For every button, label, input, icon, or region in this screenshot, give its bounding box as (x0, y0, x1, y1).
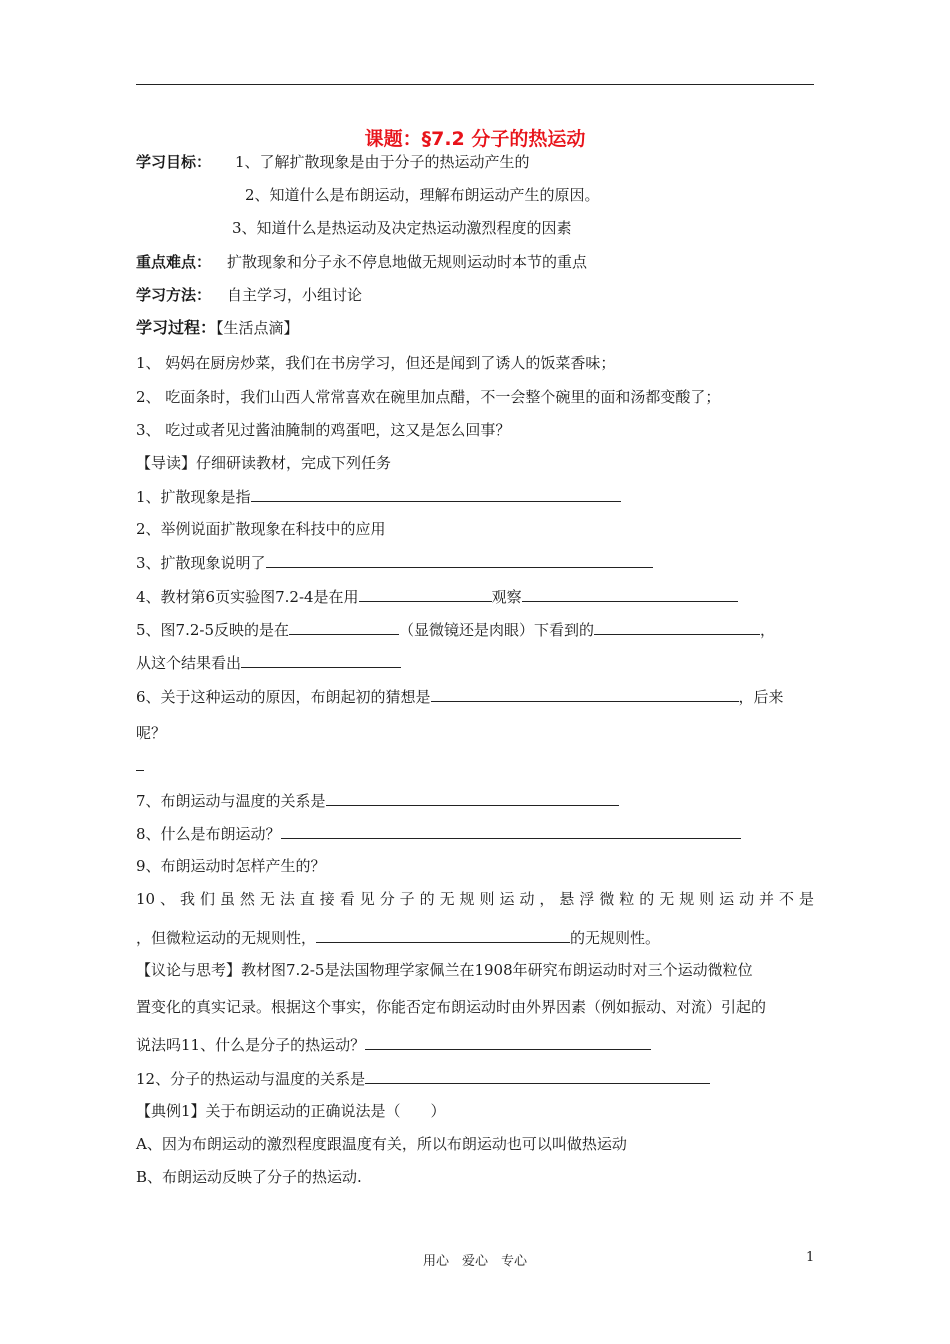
question-text: 3、扩散现象说明了 (136, 554, 266, 572)
header-rule (136, 84, 814, 85)
question-text: 说法吗11、什么是分子的热运动？ (136, 1036, 366, 1054)
goals-line-1 (136, 152, 530, 172)
question-text: 4、教材第6页实验图7.2-4是在用 (136, 588, 359, 606)
life-item: 2、 吃面条时，我们山西人常常喜欢在碗里加点醋，不一会整个碗里的面和汤都变酸了； (136, 388, 721, 406)
answer-blank[interactable] (251, 486, 621, 502)
guide-q10: 10、我们虽然无法直接看见分子的无规则运动，悬浮微粒的无规则运动并不是 (136, 890, 814, 908)
guide-q6-cont: 呢？ (136, 724, 167, 742)
guide-q4 (136, 586, 738, 607)
question-text: ，但微粒运动的无规则性， (136, 929, 317, 947)
guide-heading: 【导读】仔细研读教材，完成下列任务 (136, 454, 392, 472)
answer-blank[interactable] (365, 1068, 710, 1084)
life-item: 3、 吃过或者见过酱油腌制的鸡蛋吧，这又是怎么回事？ (136, 421, 511, 439)
answer-blank[interactable] (594, 619, 760, 635)
guide-q10-cont (136, 927, 660, 948)
question-text: 的无规则性。 (570, 929, 661, 947)
page-title: 课题：§7.2 分子的热运动 (364, 128, 586, 150)
process-tag: 【生活点滴】 (216, 319, 299, 337)
question-text: 观察 (491, 588, 522, 606)
goal-item: 3、知道什么是热运动及决定热运动激烈程度的因素 (232, 219, 572, 237)
footer-slogan: 用心 爱心 专心 (422, 1254, 527, 1269)
method-line (136, 285, 362, 305)
question-text: 6、关于这种运动的原因，布朗起初的猜想是 (136, 688, 431, 706)
question-text: 7、布朗运动与温度的关系是 (136, 792, 326, 810)
answer-blank[interactable] (241, 652, 401, 668)
guide-q5-cont (136, 652, 401, 673)
guide-q7 (136, 790, 619, 811)
example-option-a: A、因为布朗运动的激烈程度跟温度有关，所以布朗运动也可以叫做热运动 (136, 1135, 627, 1153)
guide-q6 (136, 686, 784, 707)
discussion-line-3 (136, 1034, 651, 1055)
process-line (136, 318, 299, 338)
answer-blank[interactable] (326, 790, 619, 806)
life-item: 1、 妈妈在厨房炒菜，我们在书房学习，但还是闻到了诱人的饭菜香味； (136, 354, 616, 372)
answer-blank[interactable] (316, 927, 570, 943)
answer-blank[interactable] (431, 686, 739, 702)
goal-item: 2、知道什么是布朗运动，理解布朗运动产生的原因。 (245, 186, 600, 204)
discussion-q12 (136, 1068, 710, 1089)
answer-blank[interactable] (281, 823, 741, 839)
guide-q3 (136, 552, 653, 573)
answer-blank[interactable] (289, 619, 399, 635)
answer-blank[interactable] (522, 586, 738, 602)
discussion-line-2: 置变化的真实记录。根据这个事实，你能否定布朗运动时由外界因素（例如振动、对流）引起的 (136, 998, 767, 1016)
guide-q8 (136, 823, 741, 844)
question-text: 1、扩散现象是指 (136, 488, 251, 506)
question-text: （显微镜还是肉眼）下看到的 (399, 621, 595, 639)
question-text: ， (760, 621, 776, 639)
method-label: 学习方法： (136, 286, 212, 304)
key-points-text: 扩散现象和分子永不停息地做无规则运动时本节的重点 (227, 253, 588, 271)
page-number: 1 (806, 1250, 815, 1265)
discussion-line-1: 【议论与思考】教材图7.2-5是法国物理学家佩兰在1908年研究布朗运动时对三个运动微粒位 (136, 961, 753, 979)
guide-q2: 2、举例说面扩散现象在科技中的应用 (136, 520, 386, 538)
key-points-label: 重点难点： (136, 253, 212, 271)
goals-label: 学习目标： (136, 153, 212, 171)
key-points-line (136, 252, 587, 272)
answer-blank[interactable] (266, 552, 653, 568)
question-text: 12、分子的热运动与温度的关系是 (136, 1070, 366, 1088)
stray-dash (136, 770, 144, 771)
method-text: 自主学习，小组讨论 (227, 286, 363, 304)
example-heading: 【典例1】关于布朗运动的正确说法是（ ） (136, 1102, 446, 1120)
answer-blank[interactable] (365, 1034, 651, 1050)
question-text: 从这个结果看出 (136, 654, 242, 672)
example-option-b: B、布朗运动反映了分子的热运动. (136, 1168, 362, 1186)
process-label: 学习过程： (136, 318, 217, 337)
guide-q5 (136, 619, 775, 640)
answer-blank[interactable] (359, 586, 492, 602)
guide-q1 (136, 486, 621, 507)
question-text: ，后来 (738, 688, 784, 706)
goal-item: 1、了解扩散现象是由于分子的热运动产生的 (235, 153, 530, 171)
guide-q9: 9、布朗运动时怎样产生的？ (136, 857, 326, 875)
question-text: 8、什么是布朗运动？ (136, 825, 281, 843)
question-text: 5、图7.2-5反映的是在 (136, 621, 290, 639)
